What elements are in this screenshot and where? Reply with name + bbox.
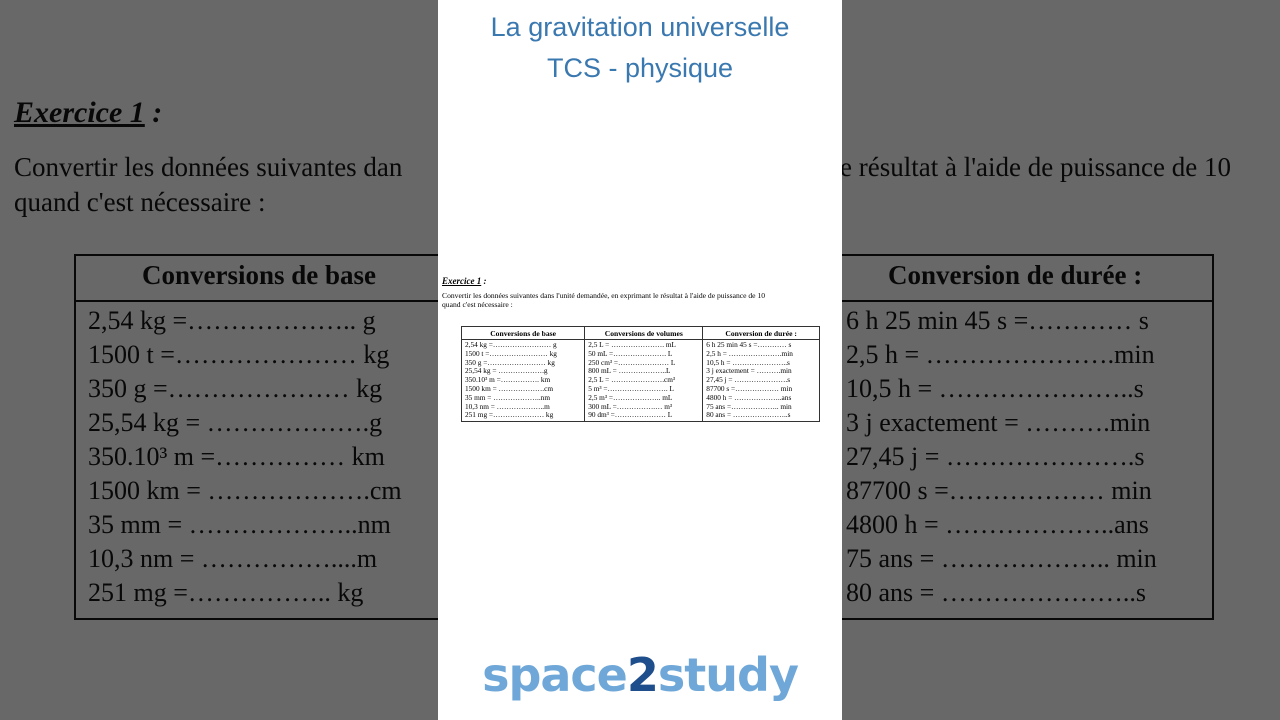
table-cell: 251 mg =………………… kg [465, 410, 554, 420]
table-cell: 27,45 j = ………………….s [706, 375, 791, 385]
table-cell: 75 ans =……………….. min [706, 401, 792, 411]
table-cell: 80 ans = …………………..s [706, 410, 791, 420]
table-cell: 10,5 h = …………………..s [706, 357, 790, 367]
exercise-instructions: Convertir les données suivantes dans l'unité demandée, en exprimant le résultat à l'aide de puissance de 10 quand c'est nécessaire : [442, 291, 766, 309]
table-cell: 3 j exactement = ……….min [706, 366, 792, 376]
column-cells [585, 340, 703, 422]
table-cell: 2,5 h = ………………….min [706, 348, 793, 358]
column-header: Conversion de durée : [703, 327, 820, 340]
table-cell: 90 dm³ =………………… L [588, 410, 673, 420]
conversion-table [461, 326, 820, 422]
content-card [438, 0, 842, 720]
table-cell: 300 mL =…………….… m³ [588, 401, 673, 411]
table-cell: 1500 t =…………………… kg [465, 348, 557, 358]
brand-logo: space2study [482, 648, 798, 702]
video-title: La gravitation universelle [490, 12, 790, 42]
table-cell: 2,5 m³ =……………….. mL [588, 392, 673, 402]
table-cell: 6 h 25 min 45 s =………… s [706, 340, 792, 349]
table-cell: 2,5 L = …………………. mL [588, 340, 676, 349]
exercise-heading: Exercice 1 : [442, 276, 487, 286]
table-cell: 50 mL =…………………. L [588, 348, 673, 358]
exercise-document [442, 276, 842, 420]
table-cell: 350 g =…………………… kg [465, 357, 555, 367]
table-cell: 250 cm³ =………………… L [588, 357, 676, 367]
table-cell: 2,5 L = ………………….cm³ [588, 375, 676, 385]
column-cells [462, 340, 585, 422]
table-cell: 4800 h = ………………..ans [706, 392, 792, 402]
table-cell: 87700 s =……………… min [706, 383, 793, 393]
table-cell: 35 mm = ………………..nm [465, 392, 550, 402]
column-header: Conversions de volumes [585, 327, 703, 340]
table-cell: 25,54 kg = ……………….g [465, 366, 548, 376]
column-header: Conversions de base [462, 327, 585, 340]
table-cell: 350.10³ m =……………. km [465, 375, 551, 385]
table-cell: 2,54 kg =…………………… g [465, 340, 557, 349]
table-cell: 800 mL = ………………..L [588, 366, 671, 376]
table-cell: 1500 km = ……………….cm [465, 383, 554, 393]
column-cells [703, 340, 820, 422]
video-subtitle: TCS - physique [546, 53, 734, 83]
table-cell: 10,3 nm = ………………..m [465, 401, 550, 411]
table-cell: 5 m³ =……………………. L [588, 383, 674, 393]
